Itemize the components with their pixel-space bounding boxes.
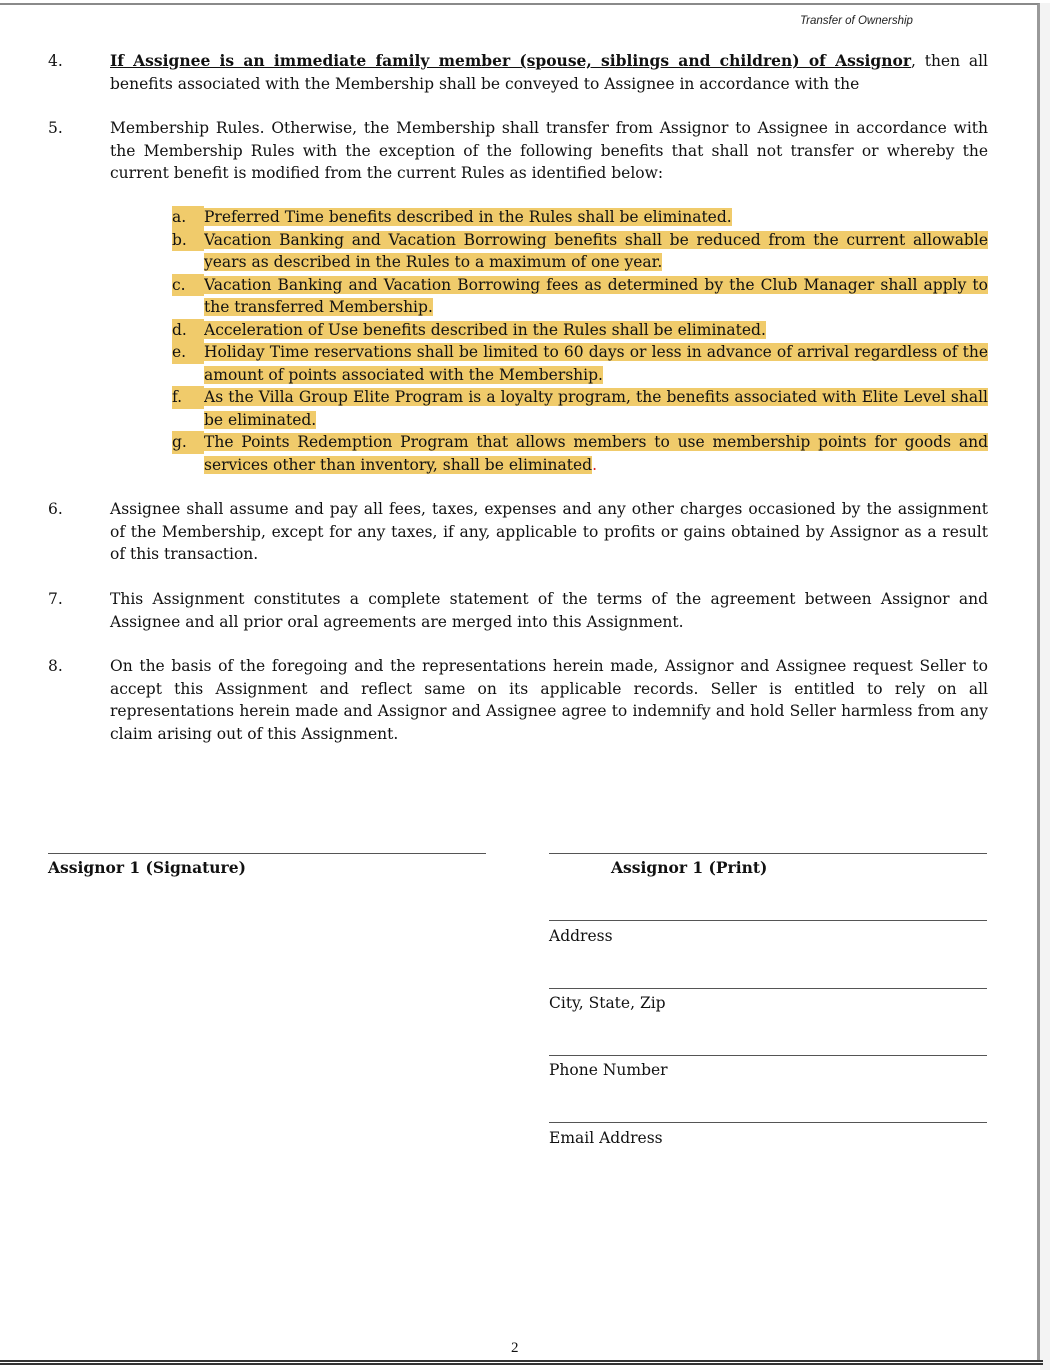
paragraph-lead: If Assignee is an immediate family member (spouse, siblings and children) of Assignor bbox=[110, 51, 912, 70]
exception-item-b bbox=[172, 229, 988, 274]
page-number: 2 bbox=[511, 1340, 519, 1356]
exceptions-list bbox=[172, 206, 988, 476]
signature-line[interactable] bbox=[48, 853, 486, 854]
item-letter: b. bbox=[172, 229, 204, 252]
paragraph-number: 7. bbox=[48, 590, 63, 608]
item-trailing-mark: . bbox=[592, 455, 598, 474]
exception-item-f bbox=[172, 386, 988, 431]
email-line[interactable] bbox=[549, 1122, 987, 1123]
signature-label: Assignor 1 (Signature) bbox=[48, 858, 246, 877]
item-text: The Points Redemption Program that allows members to use membership points for goods and services other than inventory, shall be eliminated bbox=[204, 433, 988, 474]
paragraph-text: Membership Rules. Otherwise, the Membership shall transfer from Assignor to Assignee in accordance with the Membership Rules with the exception of the following benefits that shall not transfer or whereby the current benefit is modified from the current Rules as identified below: bbox=[110, 119, 988, 182]
paragraph-number: 4. bbox=[48, 52, 63, 70]
paragraph-text: On the basis of the foregoing and the representations herein made, Assignor and Assignee request Seller to accept this Assignment and reflect same on its applicable records. Seller is entitled to rely on all representations herein made and Assignor and Assignee agree to indemnify and hold Seller harmless from any claim arising out of this Assignment. bbox=[110, 657, 988, 743]
exception-item-d bbox=[172, 319, 988, 342]
item-letter: g. bbox=[172, 431, 204, 454]
item-text: Preferred Time benefits described in the Rules shall be eliminated. bbox=[204, 208, 732, 226]
print-name-line[interactable] bbox=[549, 853, 987, 854]
city-state-zip-label: City, State, Zip bbox=[549, 994, 666, 1012]
page-bottom-border bbox=[0, 1360, 1043, 1365]
address-line[interactable] bbox=[549, 920, 987, 921]
item-letter: c. bbox=[172, 274, 204, 297]
item-text: Holiday Time reservations shall be limited to 60 days or less in advance of arrival regardless of the amount of points associated with the Membership. bbox=[204, 343, 988, 384]
email-label: Email Address bbox=[549, 1129, 663, 1147]
item-letter: f. bbox=[172, 386, 204, 409]
exception-item-c bbox=[172, 274, 988, 319]
paragraph-5 bbox=[48, 117, 988, 185]
paragraph-text: This Assignment constitutes a complete statement of the terms of the agreement between Assignor and Assignee and all prior oral agreements are merged into this Assignment. bbox=[110, 590, 988, 631]
exception-item-g bbox=[172, 431, 988, 476]
page-edge-shadow bbox=[1040, 3, 1050, 1370]
item-text: Vacation Banking and Vacation Borrowing benefits shall be reduced from the current allowable years as described in the Rules to a maximum of one year. bbox=[204, 230, 988, 271]
address-label: Address bbox=[549, 927, 613, 945]
item-letter: a. bbox=[172, 206, 204, 229]
exception-item-e bbox=[172, 341, 988, 386]
paragraph-number: 6. bbox=[48, 500, 63, 518]
exception-item-a bbox=[172, 206, 988, 229]
phone-line[interactable] bbox=[549, 1055, 987, 1056]
paragraph-8 bbox=[48, 655, 988, 745]
city-state-zip-line[interactable] bbox=[549, 988, 987, 989]
paragraph-text: Assignee shall assume and pay all fees, taxes, expenses and any other charges occasioned by the assignment of the Membership, except for any taxes, if any, applicable to profits or gains obtained by Assignor as a result of this transaction. bbox=[110, 500, 988, 563]
item-text: Acceleration of Use benefits described in the Rules shall be eliminated. bbox=[204, 320, 766, 339]
paragraph-number: 5. bbox=[48, 119, 63, 137]
item-text: As the Villa Group Elite Program is a loyalty program, the benefits associated with Elite Level shall be eliminated. bbox=[204, 388, 988, 429]
paragraph-text: , then all benefits associated with the Membership shall be conveyed to Assignee in accordance with the bbox=[110, 52, 988, 93]
item-text: Vacation Banking and Vacation Borrowing fees as determined by the Club Manager shall apply to the transferred Membership. bbox=[204, 275, 988, 316]
print-name-label: Assignor 1 (Print) bbox=[611, 858, 768, 877]
paragraph-7 bbox=[48, 588, 988, 633]
paragraph-body bbox=[110, 50, 988, 95]
phone-label: Phone Number bbox=[549, 1061, 668, 1079]
item-letter: d. bbox=[172, 319, 204, 342]
paragraph-6 bbox=[48, 498, 988, 566]
paragraph-number: 8. bbox=[48, 657, 63, 675]
item-letter: e. bbox=[172, 341, 204, 364]
running-header: Transfer of Ownership bbox=[800, 15, 913, 27]
paragraph-4 bbox=[48, 50, 988, 95]
